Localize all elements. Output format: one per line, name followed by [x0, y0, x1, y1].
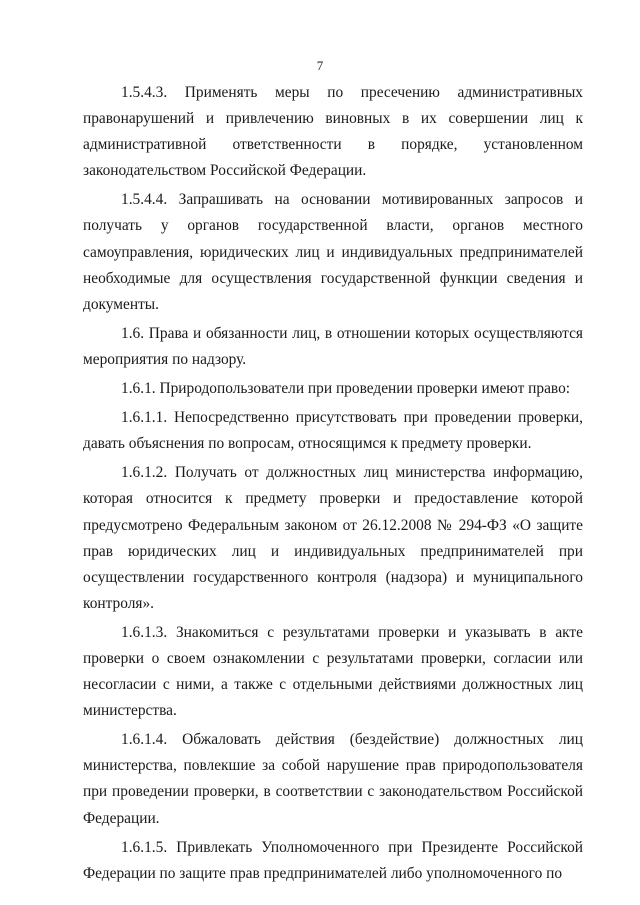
paragraph-1-5-4-3: 1.5.4.3. Применять меры по пресечению административных правонарушений и привлечению виновных в их совершении лиц к административной ответственности в порядке, установленном законодательством Российской Федерации.: [83, 84, 583, 180]
paragraph-1-6: 1.6. Права и обязанности лиц, в отношении которых осуществляются мероприятия по надзору.: [83, 324, 583, 368]
paragraph-1-6-1-4: 1.6.1.4. Обжаловать действия (бездействие) должностных лиц министерства, повлекшие за собой нарушение прав природопользователя при проведении проверки, в соответствии с законодательством Российской Федерации.: [83, 731, 583, 827]
paragraph-1-6-1-2: 1.6.1.2. Получать от должностных лиц министерства информацию, которая относится к предмету проверки и предоставление которой предусмотрено Федеральным законом от 26.12.2008 № 294-ФЗ «О защите прав юридических лиц и индивидуальных предпринимателей при осуществлении государственного контроля (надзора) и муниципального контроля».: [83, 464, 583, 612]
paragraph-1-5-4-4: 1.5.4.4. Запрашивать на основании мотивированных запросов и получать у органов государственной власти, органов местного самоуправления, юридических лиц и индивидуальных предпринимателей необходимые для осуществления государственной функции сведения и документы.: [83, 191, 583, 313]
paragraph-1-6-1-3: 1.6.1.3. Знакомиться с результатами проверки и указывать в акте проверки о своем ознакомлении с результатами проверки, согласии или несогласии с ними, а также с отдельными действиями должностных лиц министерства.: [83, 623, 583, 720]
document-body: [83, 80, 583, 890]
page-number: 7: [316, 58, 324, 73]
paragraph-1-6-1-5: 1.6.1.5. Привлекать Уполномоченного при Президенте Российской Федерации по защите прав предпринимателей либо уполномоченного по: [83, 838, 583, 882]
paragraph-1-6-1-1: 1.6.1.1. Непосредственно присутствовать при проведении проверки, давать объяснения по вопросам, относящимся к предмету проверки.: [83, 409, 583, 453]
paragraph-1-6-1: 1.6.1. Природопользователи при проведении проверки имеют право:: [121, 380, 571, 398]
